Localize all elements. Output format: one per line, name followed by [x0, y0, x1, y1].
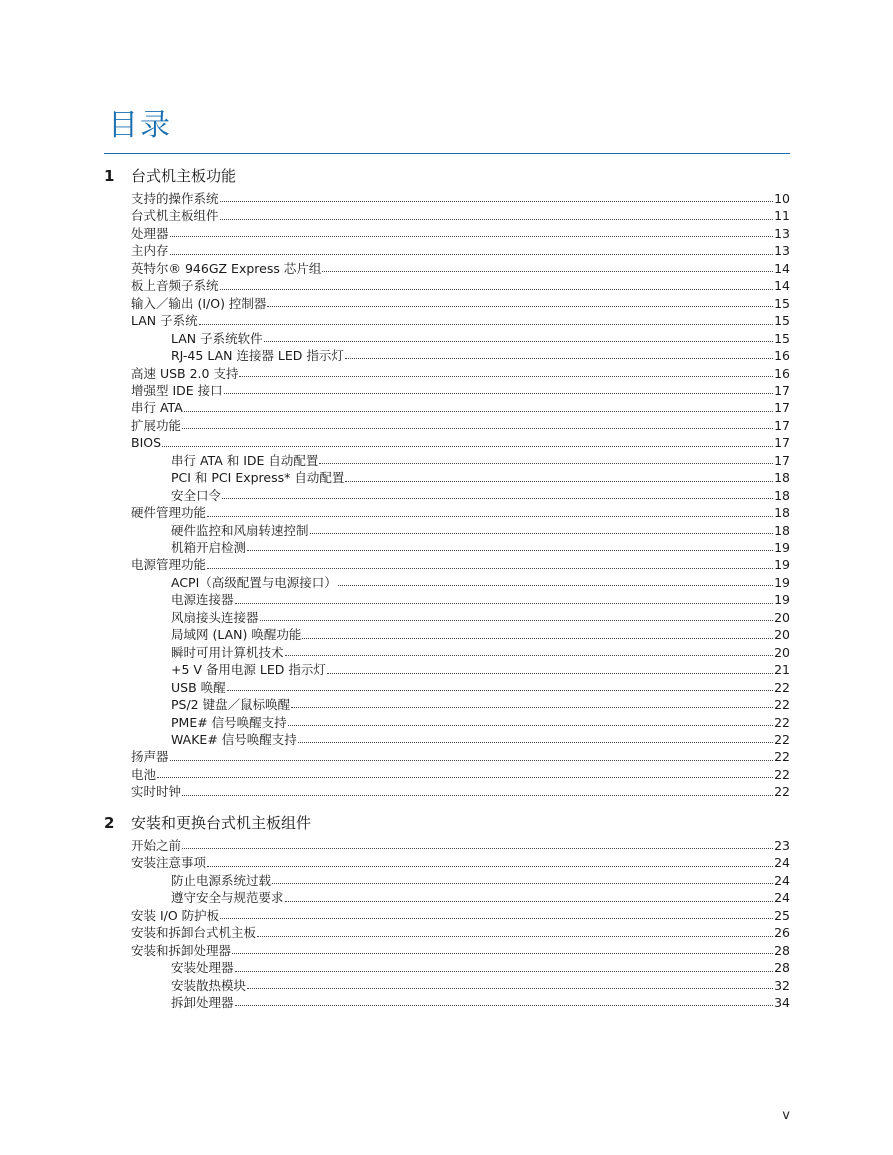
toc-entry-page: 19 — [774, 540, 790, 555]
toc-entry-page: 18 — [774, 470, 790, 486]
toc-entry-page: 23 — [774, 838, 790, 853]
toc-entry[interactable] — [171, 347, 790, 364]
toc-entry[interactable] — [171, 994, 790, 1011]
toc-entry-page: 26 — [774, 925, 790, 941]
dot-leader — [224, 393, 773, 394]
dot-leader — [322, 271, 773, 272]
toc-entry-page: 17 — [774, 452, 790, 468]
toc-entry-label: 台式机主板组件 — [131, 208, 219, 224]
dot-leader — [220, 289, 774, 290]
dot-leader — [260, 620, 774, 621]
page-title: 目录 — [108, 108, 172, 143]
toc-entry-page: 32 — [774, 977, 790, 993]
toc-entry-label: 机箱开启检测 — [171, 540, 247, 555]
dot-leader — [247, 550, 773, 551]
dot-leader — [235, 603, 774, 604]
toc-entry[interactable] — [171, 574, 790, 591]
toc-entry-page: 24 — [774, 890, 790, 906]
toc-entry-page: 24 — [774, 872, 790, 888]
toc-entry-label: 安装处理器 — [171, 960, 234, 976]
toc-entry-page: 15 — [774, 313, 790, 329]
toc-entry[interactable] — [131, 504, 790, 521]
toc-entry[interactable] — [131, 783, 790, 800]
toc-entry[interactable] — [131, 295, 790, 312]
toc-entry[interactable] — [171, 679, 790, 696]
toc-entry[interactable] — [131, 277, 790, 294]
toc-entry[interactable] — [171, 591, 790, 608]
toc-entry-page: 19 — [774, 574, 790, 590]
dot-leader — [222, 498, 773, 499]
toc-entry-label: 安装 I/O 防护板 — [131, 907, 220, 923]
dot-leader — [199, 324, 773, 325]
toc-entry-label: 高速 USB 2.0 支持 — [131, 365, 239, 381]
toc-entry-label: 硬件管理功能 — [131, 505, 207, 521]
dot-leader — [310, 533, 774, 534]
toc-entry-page: 20 — [774, 627, 790, 643]
toc-entry-label: 局域网 (LAN) 唤醒功能 — [171, 627, 302, 643]
toc-entry-label: 安装散热模块 — [171, 977, 247, 993]
toc-entry-page: 19 — [774, 592, 790, 608]
dot-leader — [338, 585, 773, 586]
toc-entry-label: 扩展功能 — [131, 417, 182, 433]
toc-entry-label: 防止电源系统过载 — [171, 872, 272, 888]
dot-leader — [302, 638, 773, 639]
toc-entry-label: 遵守安全与规范要求 — [171, 890, 284, 906]
toc-entry-label: 板上音频子系统 — [131, 278, 219, 294]
toc-entry-page: 22 — [774, 679, 790, 695]
toc-entry-page: 17 — [774, 417, 790, 433]
toc-entry-label: RJ-45 LAN 连接器 LED 指示灯 — [171, 348, 344, 364]
toc-entry-page: 21 — [774, 662, 790, 678]
dot-leader — [257, 936, 773, 937]
toc-entry-label: 处理器 — [131, 225, 169, 241]
toc-entry[interactable] — [171, 539, 790, 556]
toc-entry-label: 瞬时可用计算机技术 — [171, 644, 284, 660]
toc-entry[interactable] — [131, 748, 790, 765]
toc-entry-page: 25 — [774, 907, 790, 923]
chapter-number: 2 — [104, 814, 115, 832]
toc-entry-page: 22 — [774, 697, 790, 713]
toc-entry-page: 10 — [774, 191, 790, 206]
toc-entry-label: USB 唤醒 — [171, 679, 226, 695]
toc-entry-label: 增强型 IDE 接口 — [131, 382, 223, 398]
toc-entry-page: 24 — [774, 855, 790, 871]
toc-entry-label: WAKE# 信号唤醒支持 — [171, 731, 297, 747]
dot-leader — [267, 306, 773, 307]
toc-entry[interactable] — [131, 766, 790, 783]
toc-entry-label: 英特尔® 946GZ Express 芯片组 — [131, 260, 322, 276]
toc-entry[interactable] — [171, 452, 790, 469]
toc-entry-page: 17 — [774, 382, 790, 398]
toc-entry[interactable] — [131, 942, 790, 959]
toc-entry-label: LAN 子系统 — [131, 313, 198, 329]
chapter-heading[interactable] — [104, 813, 790, 833]
toc-entry-label: 支持的操作系统 — [131, 191, 219, 206]
dot-leader — [232, 953, 773, 954]
toc-entry-label: 扬声器 — [131, 749, 169, 765]
toc-entry[interactable] — [131, 837, 790, 854]
toc-entry[interactable] — [171, 330, 790, 347]
toc-entry[interactable] — [131, 260, 790, 277]
toc-entry[interactable] — [171, 661, 790, 678]
toc-entry-label: 串行 ATA 和 IDE 自动配置 — [171, 452, 319, 468]
toc-entry-page: 13 — [774, 243, 790, 259]
toc-entry[interactable] — [171, 714, 790, 731]
toc-entry[interactable] — [131, 242, 790, 259]
toc-entry[interactable] — [171, 889, 790, 906]
toc-entry-label: 输入／输出 (I/O) 控制器 — [131, 295, 267, 311]
dot-leader — [170, 760, 774, 761]
dot-leader — [162, 446, 773, 447]
toc-entry-page: 13 — [774, 225, 790, 241]
dot-leader — [345, 358, 773, 359]
dot-leader — [319, 463, 773, 464]
toc-entry-label: 安装和拆卸处理器 — [131, 942, 232, 958]
dot-leader — [170, 254, 774, 255]
dot-leader — [207, 568, 773, 569]
dot-leader — [285, 901, 774, 902]
toc-entry[interactable] — [131, 907, 790, 924]
toc-entry-page: 11 — [774, 208, 790, 224]
toc-entry-label: 电源连接器 — [171, 592, 234, 608]
toc-entry-page: 22 — [774, 784, 790, 800]
toc-entry-page: 15 — [774, 330, 790, 346]
toc-entry-page: 22 — [774, 766, 790, 782]
toc-entry-page: 22 — [774, 714, 790, 730]
toc-entry[interactable] — [131, 417, 790, 434]
chapter-title: 台式机主板功能 — [131, 167, 237, 185]
toc-entry-label: 开始之前 — [131, 838, 182, 853]
toc-entry-page: 34 — [774, 995, 790, 1011]
toc-entry-page: 19 — [774, 557, 790, 573]
chapter-number: 1 — [104, 167, 115, 185]
toc-entry[interactable] — [131, 207, 790, 224]
toc-entry-page: 14 — [774, 278, 790, 294]
toc-entry-page: 15 — [774, 295, 790, 311]
dot-leader — [182, 795, 773, 796]
dot-leader — [239, 376, 773, 377]
toc-entry-label: ACPI（高级配置与电源接口） — [171, 574, 337, 590]
toc-entry-label: 拆卸处理器 — [171, 995, 234, 1011]
dot-leader — [220, 918, 773, 919]
toc-entry[interactable] — [171, 977, 790, 994]
toc-entry-label: 电池 — [131, 766, 157, 782]
dot-leader — [291, 707, 773, 708]
toc-entry-page: 22 — [774, 731, 790, 747]
toc-entry-label: 实时时钟 — [131, 784, 182, 800]
toc-entry[interactable] — [171, 872, 790, 889]
dot-leader — [184, 411, 773, 412]
dot-leader — [182, 428, 773, 429]
dot-leader — [227, 690, 773, 691]
toc-entry[interactable] — [131, 312, 790, 329]
toc-entry-page: 18 — [774, 505, 790, 521]
toc-entry-label: BIOS — [131, 435, 162, 451]
toc-entry-label: LAN 子系统软件 — [171, 330, 263, 346]
toc-entry[interactable] — [131, 434, 790, 451]
toc-entry[interactable] — [131, 190, 790, 207]
toc-entry-label: PME# 信号唤醒支持 — [171, 714, 287, 730]
dot-leader — [264, 341, 773, 342]
dot-leader — [235, 1005, 774, 1006]
toc-entry[interactable] — [171, 644, 790, 661]
toc-entry-label: 风扇接头连接器 — [171, 609, 259, 625]
toc-entry-label: 串行 ATA — [131, 400, 183, 416]
dot-leader — [220, 201, 774, 202]
toc-entry[interactable] — [171, 609, 790, 626]
toc-entry-label: 硬件监控和风扇转速控制 — [171, 522, 309, 538]
toc-entry[interactable] — [131, 854, 790, 871]
dot-leader — [272, 883, 773, 884]
dot-leader — [157, 777, 773, 778]
toc-entry[interactable] — [131, 924, 790, 941]
chapter-heading[interactable] — [104, 166, 790, 186]
dot-leader — [170, 236, 774, 237]
toc-entry[interactable] — [171, 731, 790, 748]
toc-entry-label: 电源管理功能 — [131, 557, 207, 573]
dot-leader — [207, 516, 773, 517]
toc-entry-label: PS/2 键盘／鼠标唤醒 — [171, 697, 291, 713]
toc-entry-page: 20 — [774, 609, 790, 625]
title-divider — [104, 153, 790, 154]
dot-leader — [207, 866, 773, 867]
toc-entry-page: 17 — [774, 435, 790, 451]
dot-leader — [298, 742, 773, 743]
toc-entry[interactable] — [171, 522, 790, 539]
toc-entry-page: 16 — [774, 365, 790, 381]
dot-leader — [235, 971, 774, 972]
toc-entry-page: 28 — [774, 960, 790, 976]
toc-entry-label: +5 V 备用电源 LED 指示灯 — [171, 662, 326, 678]
dot-leader — [285, 655, 774, 656]
toc-entry[interactable] — [131, 556, 790, 573]
toc-entry-page: 18 — [774, 522, 790, 538]
toc-entry[interactable] — [171, 696, 790, 713]
toc-entry-page: 20 — [774, 644, 790, 660]
page-number: v — [782, 1108, 790, 1123]
toc-entry[interactable] — [171, 959, 790, 976]
toc-entry-label: 安装注意事项 — [131, 855, 207, 871]
dot-leader — [345, 481, 773, 482]
toc-entry-label: 主内存 — [131, 243, 169, 259]
dot-leader — [247, 988, 773, 989]
dot-leader — [288, 725, 773, 726]
toc-entry-page: 16 — [774, 348, 790, 364]
toc-entry[interactable] — [131, 225, 790, 242]
toc-entry[interactable] — [171, 469, 790, 486]
toc-entry[interactable] — [131, 382, 790, 399]
toc-entry-page: 28 — [774, 942, 790, 958]
toc-entry-label: 安全口令 — [171, 487, 222, 503]
toc-entry[interactable] — [131, 399, 790, 416]
dot-leader — [220, 219, 774, 220]
toc-entry[interactable] — [131, 365, 790, 382]
toc-entry-page: 22 — [774, 749, 790, 765]
toc-entry-label: PCI 和 PCI Express* 自动配置 — [171, 470, 345, 486]
toc-entry-page: 18 — [774, 487, 790, 503]
chapter-title: 安装和更换台式机主板组件 — [131, 814, 312, 832]
toc-entry-page: 14 — [774, 260, 790, 276]
toc-entry-page: 17 — [774, 400, 790, 416]
toc-entry[interactable] — [171, 487, 790, 504]
dot-leader — [327, 673, 773, 674]
dot-leader — [182, 848, 773, 849]
toc-entry[interactable] — [171, 626, 790, 643]
toc-entry-label: 安装和拆卸台式机主板 — [131, 925, 257, 941]
